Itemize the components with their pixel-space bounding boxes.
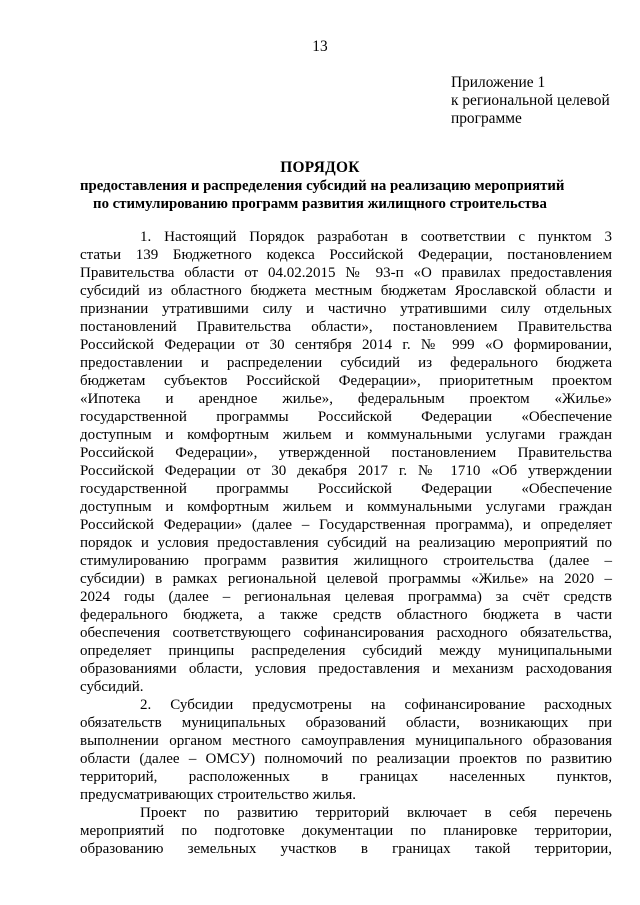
text-line: обязательств муниципальных образований области, возникающих при xyxy=(80,715,612,731)
text-line: 2. Субсидии предусмотрены на софинансирование расходных xyxy=(140,697,612,713)
paragraph-3 xyxy=(80,804,612,858)
paragraph-1 xyxy=(80,228,612,696)
text-line: статьи 139 Бюджетного кодекса Российской Федерации, постановлением xyxy=(80,247,612,263)
document-subtitle: по стимулированию программ развития жилищного строительства xyxy=(93,196,547,212)
text-line: Российской Федерации от 30 декабря 2017 г. № 1710 «Об утверждении xyxy=(80,463,612,479)
text-line: области (далее – ОМСУ) полномочий по реализации проектов по развитию xyxy=(80,751,612,767)
appendix-line: Приложение 1 xyxy=(451,74,546,91)
text-line: выполнении органом местного самоуправления муниципального образования xyxy=(80,733,612,749)
page-number: 13 xyxy=(312,38,328,55)
text-line: предоставлении и распределении субсидий из федерального бюджета xyxy=(80,355,612,371)
document-subtitle: предоставления и распределения субсидий на реализацию мероприятий xyxy=(80,178,565,194)
text-line: Российской Федерации» (далее – Государственная программа), и определяет xyxy=(80,517,612,533)
text-line: Российской Федерации от 30 сентября 2014 г. № 999 «О формировании, xyxy=(80,337,612,353)
document-body xyxy=(80,228,612,858)
text-line: определяет принципы распределения субсидий между муниципальными xyxy=(80,643,612,659)
text-line: признании утратившими силу и частично утратившими силу отдельных xyxy=(80,301,612,317)
text-line: доступным и комфортным жильем и коммунальными услугами граждан xyxy=(80,499,612,515)
text-line: 2024 годы (далее – региональная целевая программа) за счёт средств xyxy=(80,589,612,605)
text-line: мероприятий по подготовке документации по планировке территории, xyxy=(80,823,612,839)
appendix-line: программе xyxy=(451,110,522,127)
text-line: федерального бюджета, а также средств областного бюджета в части xyxy=(80,607,612,623)
text-line: стимулированию программ развития жилищного строительства (далее – xyxy=(80,553,612,569)
appendix-note xyxy=(451,74,626,128)
text-line: государственной программы Российской Федерации «Обеспечение xyxy=(80,481,612,497)
text-line: предусматривающих строительство жилья. xyxy=(80,787,357,803)
text-line: субсидий. xyxy=(80,679,144,695)
text-line: Проект по развитию территорий включает в себя перечень xyxy=(140,805,612,821)
text-line: Правительства области от 04.02.2015 № 93-п «О правилах предоставления xyxy=(80,265,612,281)
text-line: 1. Настоящий Порядок разработан в соответствии с пунктом 3 xyxy=(140,229,612,245)
document-heading xyxy=(80,159,565,213)
text-line: «Ипотека и арендное жилье», федеральным проектом «Жилье» xyxy=(80,391,612,407)
text-line: Российской Федерации», утвержденной постановлением Правительства xyxy=(80,445,612,461)
document-title: ПОРЯДОК xyxy=(280,159,360,176)
appendix-line: к региональной целевой xyxy=(451,92,610,109)
text-line: постановлений Правительства области», постановлением Правительства xyxy=(80,319,612,335)
text-line: субсидии) в рамках региональной целевой программы «Жилье» на 2020 – xyxy=(80,571,612,587)
text-line: образованиями области, условия предоставления и механизм расходования xyxy=(80,661,612,677)
text-line: государственной программы Российской Федерации «Обеспечение xyxy=(80,409,612,425)
text-line: порядок и условия предоставления субсидий на реализацию мероприятий по xyxy=(80,535,612,551)
text-line: обеспечения соответствующего софинансирования расходного обязательства, xyxy=(80,625,612,641)
text-line: бюджетам субъектов Российской Федерации», приоритетным проектом xyxy=(80,373,612,389)
paragraph-2 xyxy=(80,696,612,804)
text-line: доступным и комфортным жильем и коммунальными услугами граждан xyxy=(80,427,612,443)
text-line: образованию земельных участков в границах такой территории, xyxy=(80,841,612,857)
text-line: субсидий из областного бюджета местным бюджетам Ярославской области и xyxy=(80,283,612,299)
text-line: территорий, расположенных в границах населенных пунктов, xyxy=(80,769,612,785)
